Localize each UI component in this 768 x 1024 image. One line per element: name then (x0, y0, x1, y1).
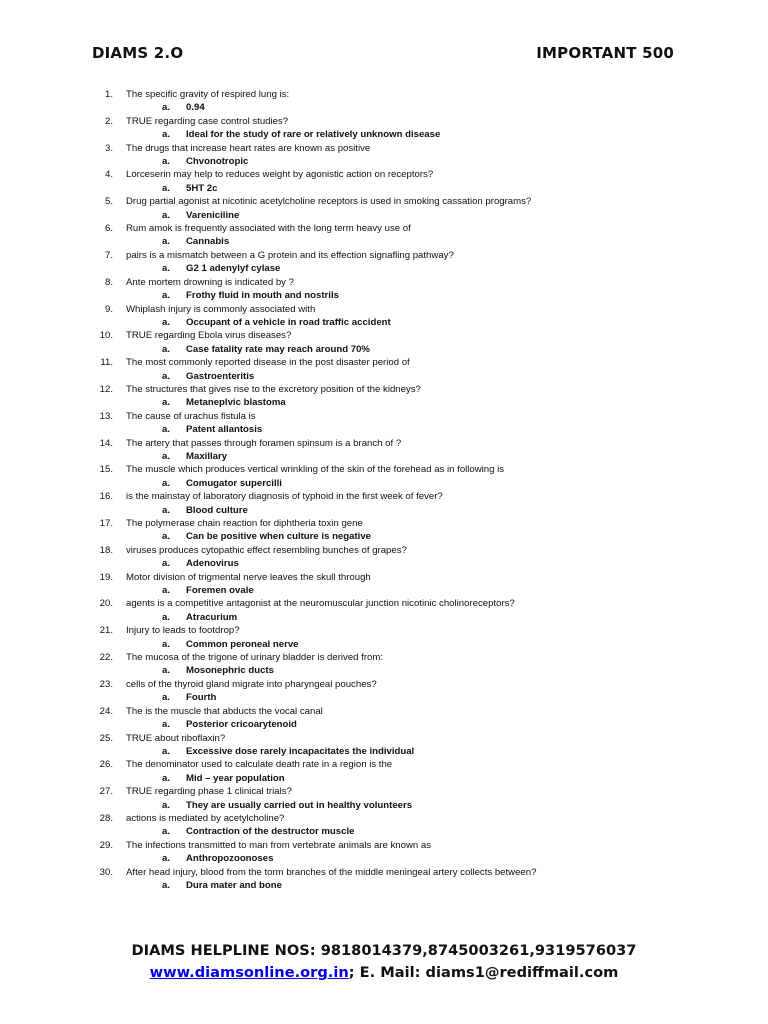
question-number: 10. (99, 330, 113, 342)
answer-letter: a. (162, 692, 171, 704)
answer-letter: a. (162, 343, 171, 355)
question-number: 1. (104, 89, 113, 100)
answer-text: Vareniciline (186, 209, 240, 221)
answer-item (0, 155, 768, 168)
answer-letter: a. (162, 209, 171, 221)
question-number: 6. (104, 223, 113, 235)
answer-text: Chvonotropic (186, 156, 249, 168)
question-number: 3. (104, 142, 113, 154)
answer-letter: a. (162, 316, 171, 328)
question-number: 26. (99, 759, 113, 771)
answer-letter: a. (162, 879, 171, 891)
question-text: Motor division of trigmental nerve leaves the skull through (126, 571, 371, 583)
answer-letter: a. (162, 638, 171, 650)
question-number: 15. (99, 464, 113, 476)
answer-text: Patent allantosis (186, 424, 263, 436)
question-number: 2. (104, 115, 113, 127)
question-number: 9. (104, 303, 113, 315)
answer-text: Anthropozoonoses (186, 853, 274, 865)
answer-letter: a. (162, 450, 171, 462)
answer-item (0, 396, 768, 409)
answer-text: Ideal for the study of rare or relatively unknown disease (186, 129, 441, 141)
answer-letter: a. (162, 129, 171, 141)
answer-letter: a. (162, 424, 171, 436)
answer-text: Contraction of the destructor muscle (186, 826, 355, 838)
question-item (0, 410, 768, 423)
header-title: DIAMS 2.O (92, 44, 184, 62)
answer-item (0, 235, 768, 248)
question-text: Rum amok is frequently associated with the long term heavy use of (126, 223, 411, 235)
answer-text: Occupant of a vehicle in road traffic accident (186, 316, 391, 328)
question-item (0, 866, 768, 879)
question-item (0, 517, 768, 530)
header-subtitle: IMPORTANT 500 (536, 44, 674, 62)
answer-letter: a. (162, 853, 171, 865)
question-item (0, 88, 768, 101)
contact-line (0, 962, 768, 984)
answer-text: Posterior cricoarytenoid (186, 719, 297, 731)
question-number: 20. (99, 598, 113, 610)
question-number: 25. (99, 732, 113, 744)
question-text: The drugs that increase heart rates are known as positive (126, 142, 371, 154)
helpline-text: DIAMS HELPLINE NOS: 9818014379,8745003261,9319576037 (131, 942, 637, 959)
question-text: After head injury, blood from the torm branches of the middle meningeal artery collects between? (126, 866, 537, 878)
question-text: The artery that passes through foramen spinsum is a branch of ? (126, 437, 402, 449)
question-text: The muscle which produces vertical wrinkling of the skin of the forehead as in following is (126, 464, 505, 476)
question-text: Injury to leads to footdrop? (126, 625, 240, 637)
page-footer (0, 940, 768, 984)
answer-text: Metaneplvic blastoma (186, 397, 286, 409)
question-item (0, 678, 768, 691)
answer-item (0, 664, 768, 677)
question-item (0, 329, 768, 342)
answer-letter: a. (162, 745, 171, 757)
answer-letter: a. (162, 263, 171, 275)
answer-letter: a. (162, 290, 171, 302)
question-item (0, 705, 768, 718)
question-item (0, 303, 768, 316)
answer-letter: a. (162, 236, 171, 248)
question-number: 5. (104, 196, 113, 208)
answer-item (0, 316, 768, 329)
answer-text: Atracurium (186, 611, 238, 623)
question-number: 28. (99, 812, 113, 824)
question-number: 17. (99, 518, 113, 529)
answer-text: Mid – year population (186, 772, 285, 784)
answer-item (0, 370, 768, 383)
answer-item (0, 209, 768, 222)
question-text: is the mainstay of laboratory diagnosis of typhoid in the first week of fever? (126, 491, 443, 503)
question-text: viruses produces cytopathic effect resembling bunches of grapes? (126, 544, 407, 556)
answer-text: Case fatality rate may reach around 70% (186, 343, 370, 355)
question-item (0, 732, 768, 745)
question-number: 21. (99, 625, 113, 637)
question-number: 24. (99, 705, 113, 717)
answer-text: Adenovirus (186, 558, 239, 570)
question-text: TRUE regarding Ebola virus diseases? (126, 330, 292, 342)
question-number: 12. (99, 383, 113, 395)
question-text: The specific gravity of respired lung is: (126, 89, 290, 100)
question-item (0, 195, 768, 208)
answer-item (0, 825, 768, 838)
question-item (0, 276, 768, 289)
answer-item (0, 799, 768, 812)
answer-text: Cannabis (186, 236, 230, 248)
question-number: 11. (100, 357, 113, 369)
answer-text: Common peroneal nerve (186, 638, 299, 650)
question-number: 8. (104, 276, 113, 288)
answer-item (0, 852, 768, 865)
answer-item (0, 343, 768, 356)
answer-text: Frothy fluid in mouth and nostrils (186, 290, 339, 302)
question-list (0, 88, 768, 892)
answer-text: G2 1 adenylyf cylase (186, 263, 281, 275)
answer-item (0, 101, 768, 114)
answer-letter: a. (162, 611, 171, 623)
question-text: actions is mediated by acetylcholine? (126, 812, 285, 824)
question-text: The structures that gives rise to the excretory position of the kidneys? (126, 383, 421, 395)
answer-letter: a. (162, 719, 171, 731)
answer-item (0, 718, 768, 731)
answer-letter: a. (162, 826, 171, 838)
answer-item (0, 182, 768, 195)
answer-item (0, 745, 768, 758)
answer-letter: a. (162, 102, 171, 114)
question-item (0, 812, 768, 825)
answer-item (0, 423, 768, 436)
question-item (0, 651, 768, 664)
question-item (0, 249, 768, 262)
answer-item (0, 450, 768, 463)
question-number: 19. (99, 571, 113, 583)
question-number: 14. (99, 437, 113, 449)
answer-letter: a. (162, 531, 171, 543)
question-text: agents is a competitive antagonist at the neuromuscular junction nicotinic cholinoreceptors? (126, 598, 515, 610)
question-item (0, 624, 768, 637)
answer-item (0, 262, 768, 275)
answer-text: Maxillary (186, 450, 228, 462)
answer-item (0, 638, 768, 651)
answer-text: Excessive dose rarely incapacitates the individual (186, 745, 415, 757)
answer-item (0, 584, 768, 597)
question-text: Ante mortem drowning is indicated by ? (126, 276, 294, 288)
answer-item (0, 504, 768, 517)
question-text: TRUE regarding phase 1 clinical trials? (126, 786, 292, 798)
answer-text: 0.94 (186, 102, 205, 114)
answer-letter: a. (162, 370, 171, 382)
question-number: 22. (99, 652, 113, 664)
question-item (0, 544, 768, 557)
answer-letter: a. (162, 585, 171, 597)
question-item (0, 490, 768, 503)
answer-text: Blood culture (186, 504, 248, 516)
answer-text: Comugator supercilli (186, 477, 282, 489)
answer-letter: a. (162, 799, 171, 811)
question-text: TRUE about riboflaxin? (126, 732, 226, 744)
question-item (0, 222, 768, 235)
question-item (0, 437, 768, 450)
answer-item (0, 289, 768, 302)
question-text: Whiplash injury is commonly associated with (126, 303, 316, 315)
answer-letter: a. (162, 504, 171, 516)
answer-letter: a. (162, 558, 171, 570)
question-item (0, 168, 768, 181)
question-text: Drug partial agonist at nicotinic acetylcholine receptors is used in smoking cassation programs? (126, 196, 532, 208)
question-number: 27. (99, 786, 113, 798)
question-text: TRUE regarding case control studies? (126, 115, 289, 127)
question-text: The mucosa of the trigone of urinary bladder is derived from: (126, 652, 384, 664)
question-number: 30. (99, 866, 113, 878)
answer-letter: a. (162, 772, 171, 784)
answer-item (0, 611, 768, 624)
answer-text: Mosonephric ducts (186, 665, 274, 677)
answer-letter: a. (162, 156, 171, 168)
question-item (0, 356, 768, 369)
answer-text: Foremen ovale (186, 585, 254, 597)
question-text: The is the muscle that abducts the vocal canal (126, 705, 323, 717)
question-item (0, 463, 768, 476)
question-item (0, 383, 768, 396)
answer-text: Gastroenteritis (186, 370, 255, 382)
question-item (0, 142, 768, 155)
question-text: Lorceserin may help to reduces weight by agonistic action on receptors? (126, 169, 434, 181)
answer-text: Can be positive when culture is negative (186, 531, 371, 543)
answer-text: 5HT 2c (186, 182, 218, 194)
answer-text: Fourth (186, 692, 217, 704)
page-header (92, 44, 674, 62)
answer-text: They are usually carried out in healthy volunteers (186, 799, 413, 811)
question-item (0, 758, 768, 771)
answer-item (0, 128, 768, 141)
answer-item (0, 557, 768, 570)
question-text: The most commonly reported disease in the post disaster period of (126, 357, 410, 369)
question-text: The infections transmitted to man from vertebrate animals are known as (126, 839, 432, 851)
question-text: pairs is a mismatch between a G protein and its effection signafling pathway? (126, 249, 454, 261)
email-text: ; E. Mail: diams1@rediffmail.com (348, 964, 619, 981)
question-item (0, 571, 768, 584)
question-text: The denominator used to calculate death rate in a region is the (126, 759, 393, 771)
question-text: cells of the thyroid gland migrate into pharyngeal pouches? (126, 678, 377, 690)
question-number: 4. (104, 169, 113, 181)
question-item (0, 115, 768, 128)
answer-letter: a. (162, 182, 171, 194)
question-number: 13. (99, 410, 113, 422)
website-link[interactable]: www.diamsonline.org.in (149, 964, 349, 981)
question-number: 29. (99, 839, 113, 851)
question-item (0, 597, 768, 610)
answer-text: Dura mater and bone (186, 879, 282, 891)
question-item (0, 785, 768, 798)
question-text: The cause of urachus fistula is (126, 410, 256, 422)
answer-item (0, 772, 768, 785)
answer-item (0, 879, 768, 892)
question-text: The polymerase chain reaction for diphtheria toxin gene (126, 518, 363, 529)
answer-item (0, 530, 768, 543)
question-number: 23. (99, 678, 113, 690)
answer-item (0, 691, 768, 704)
answer-item (0, 477, 768, 490)
question-item (0, 839, 768, 852)
answer-letter: a. (162, 665, 171, 677)
question-number: 7. (104, 249, 113, 261)
question-number: 18. (99, 544, 113, 556)
answer-letter: a. (162, 397, 171, 409)
question-number: 16. (99, 491, 113, 503)
answer-letter: a. (162, 477, 171, 489)
